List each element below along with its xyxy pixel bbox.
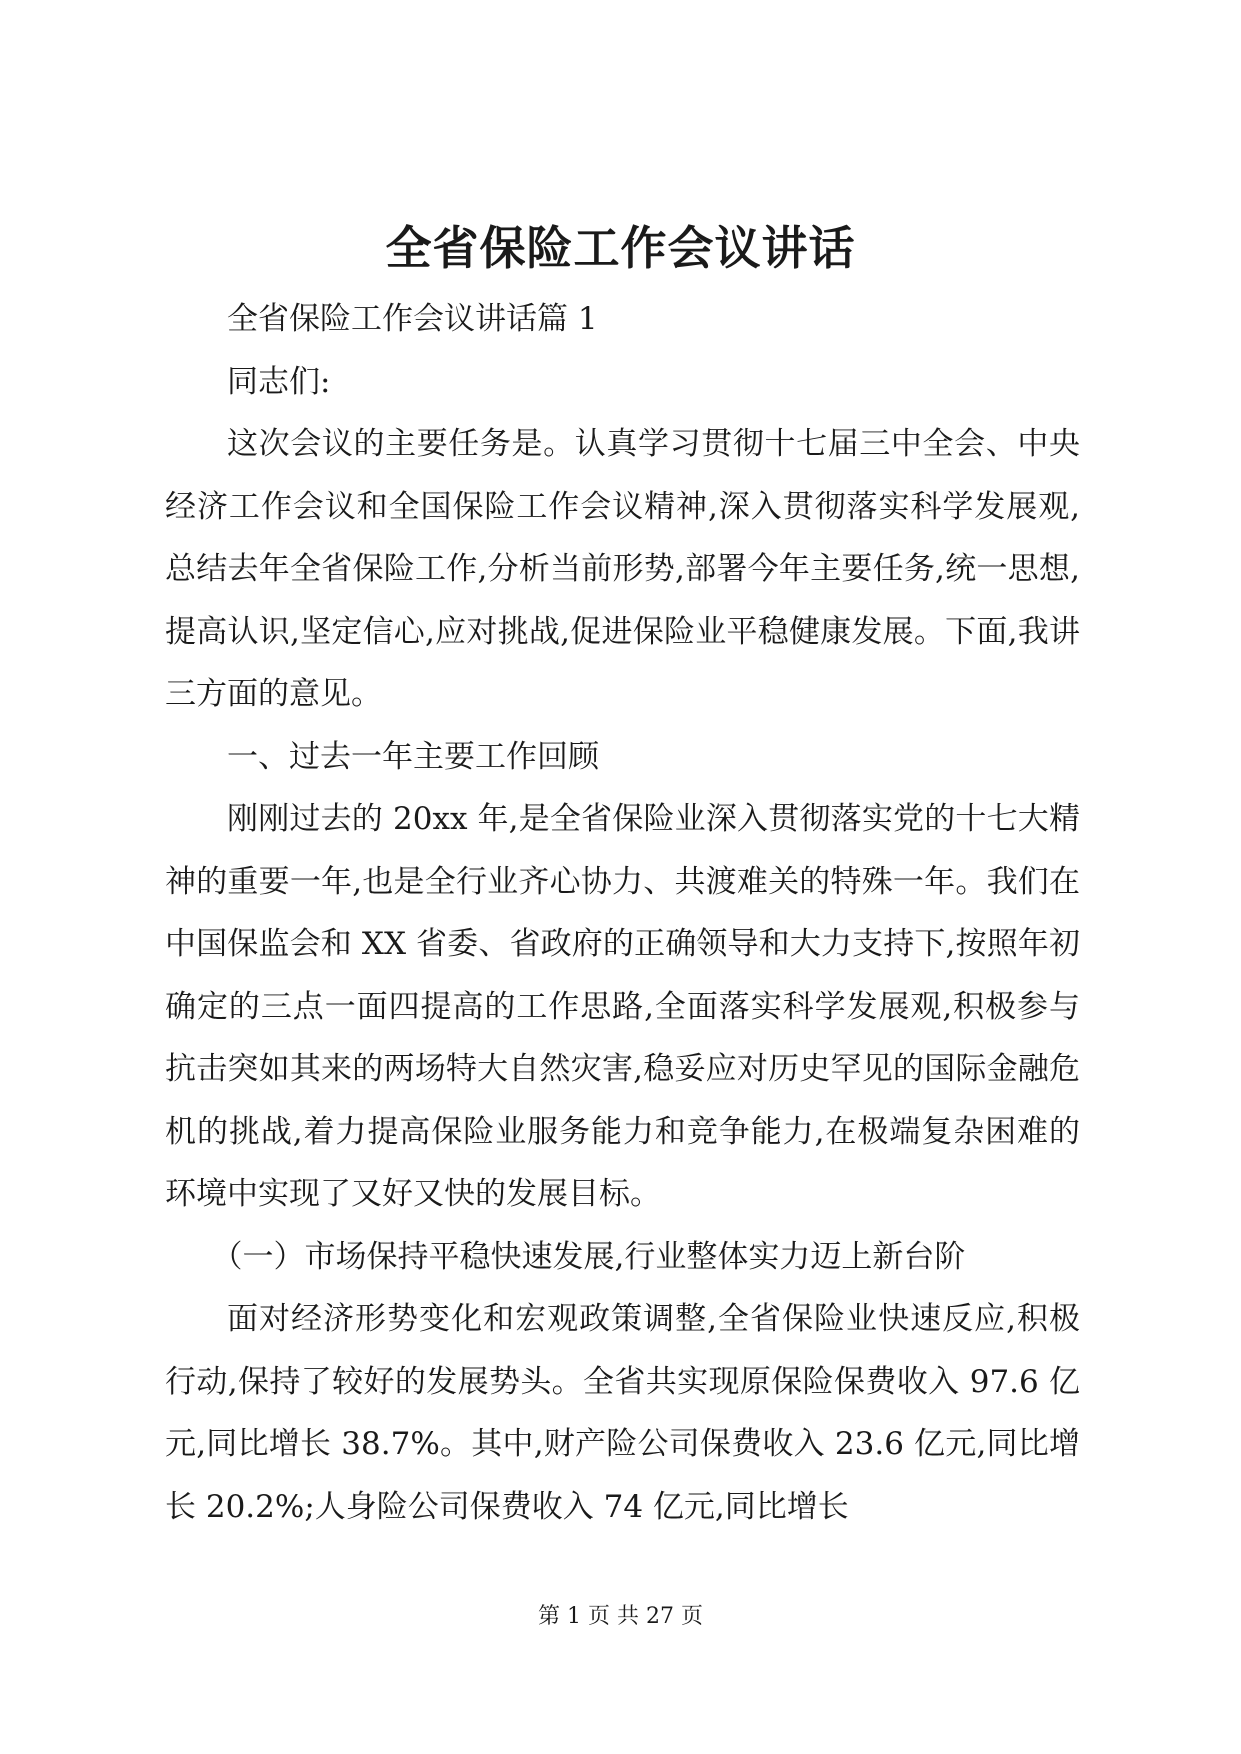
section-heading: 一、过去一年主要工作回顾 <box>227 738 599 775</box>
salutation: 同志们: <box>227 363 331 400</box>
paragraph: 这次会议的主要任务是。认真学习贯彻十七届三中全会、中央经济工作会议和全国保险工作会议精神,深入贯彻落实科学发展观,总结去年全省保险工作,分析当前形势,部署今年主要任务,统一思想,提高认识,坚定信心,应对挑战,促进保险业平稳健康发展。下面,我讲三方面的意见。 <box>165 426 1080 712</box>
document-body <box>165 288 1080 1538</box>
paragraph: 刚刚过去的 20xx 年,是全省保险业深入贯彻落实党的十七大精神的重要一年,也是全行业齐心协力、共渡难关的特殊一年。我们在中国保监会和 XX 省委、省政府的正确领导和大力支持下,按照年初确定的三点一面四提高的工作思路,全面落实科学发展观,积极参与抗击突如其来的两场特大自然灾害,稳妥应对历史罕见的国际金融危机的挑战,着力提高保险业服务能力和竞争能力,在极端复杂困难的环境中实现了又好又快的发展目标。 <box>165 801 1080 1212</box>
subsection-heading: （一）市场保持平稳快速发展,行业整体实力迈上新台阶 <box>211 1238 966 1275</box>
section-heading: 全省保险工作会议讲话篇 1 <box>227 301 598 337</box>
paragraph: 面对经济形势变化和宏观政策调整,全省保险业快速反应,积极行动,保持了较好的发展势头。全省共实现原保险保费收入 97.6 亿元,同比增长 38.7%。其中,财产险公司保费收入 23.6 亿元,同比增长 20.2%;人身险公司保费收入 74 亿元,同比增长 <box>165 1301 1080 1525</box>
document-title: 全省保险工作会议讲话 <box>385 221 856 275</box>
page-footer: 第 1 页 共 27 页 <box>538 1604 703 1629</box>
